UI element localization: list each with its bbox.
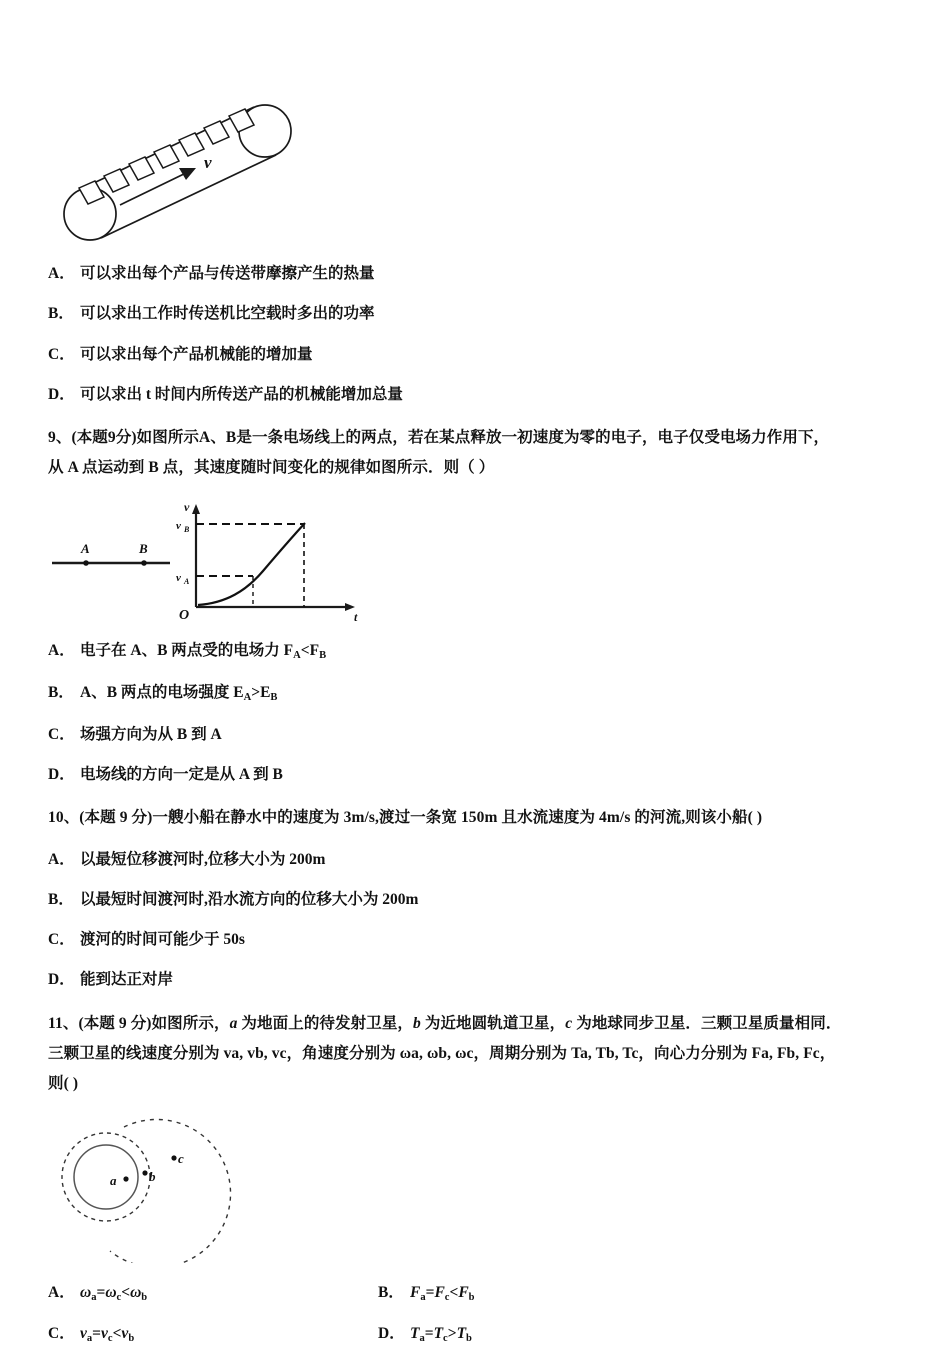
belt-velocity-label: v bbox=[204, 153, 212, 172]
option-label: B． bbox=[378, 1284, 404, 1302]
option-text: 可以求出工作时传送机比空载时多出的功率 bbox=[80, 305, 375, 323]
satellite-b-dot bbox=[142, 1171, 147, 1176]
option-label: C． bbox=[48, 931, 75, 949]
option-row[interactable] bbox=[378, 1281, 910, 1306]
option-subscript: B bbox=[319, 650, 327, 662]
vt-tick-va-sub: A bbox=[184, 577, 190, 587]
option-row[interactable] bbox=[48, 723, 910, 746]
efield-and-vt-graph-figure bbox=[48, 497, 910, 625]
field-line-group bbox=[52, 541, 170, 566]
vt-x-axis-label: t bbox=[354, 610, 358, 625]
option-row[interactable] bbox=[48, 262, 910, 285]
question-10-options bbox=[48, 848, 910, 992]
option-text: 电子在 A、B 两点受的电场力 $F_A<F_B$ bbox=[80, 642, 327, 662]
option-row[interactable] bbox=[48, 1322, 378, 1347]
option-label: A． bbox=[48, 850, 75, 868]
option-row[interactable] bbox=[378, 1322, 910, 1347]
earth-circle bbox=[74, 1145, 138, 1209]
satellite-c-label: c bbox=[178, 1151, 184, 1167]
belt-box bbox=[179, 133, 204, 156]
vt-y-axis-label: v bbox=[184, 500, 190, 515]
option-text: 渡河的时间可能少于 50s bbox=[80, 931, 245, 949]
option-label: D． bbox=[378, 1325, 405, 1343]
vt-y-arrowhead bbox=[192, 504, 200, 514]
option-label: A． bbox=[48, 642, 75, 660]
option-row[interactable] bbox=[48, 639, 910, 664]
option-row[interactable] bbox=[48, 928, 910, 951]
question-9-options bbox=[48, 639, 910, 786]
belt-box bbox=[104, 169, 129, 192]
question-8-options bbox=[48, 262, 910, 406]
option-text: 可以求出每个产品机械能的增加量 bbox=[80, 345, 313, 363]
option-row[interactable] bbox=[48, 888, 910, 911]
option-row[interactable] bbox=[48, 763, 910, 786]
option-label: C． bbox=[48, 725, 75, 743]
satellite-a-dot bbox=[123, 1177, 128, 1182]
vt-tick-vb-sub: B bbox=[184, 525, 190, 535]
option-row[interactable] bbox=[48, 1281, 378, 1306]
option-text: $F_a=F_c<F_b$ bbox=[410, 1284, 475, 1304]
question-11-options bbox=[48, 1281, 910, 1347]
option-row[interactable] bbox=[48, 302, 910, 325]
option-label: D． bbox=[48, 385, 75, 403]
conveyor-belt-svg bbox=[48, 88, 348, 256]
vt-curve bbox=[198, 523, 305, 605]
option-row[interactable] bbox=[48, 848, 910, 871]
option-label: A． bbox=[48, 1284, 75, 1302]
point-a-label: A bbox=[81, 541, 90, 557]
satellite-orbit-svg bbox=[48, 1111, 238, 1263]
option-row[interactable] bbox=[48, 383, 910, 406]
efield-graph-svg bbox=[48, 497, 378, 625]
option-row[interactable] bbox=[48, 681, 910, 706]
belt-velocity-arrow bbox=[120, 168, 196, 205]
option-text: A、B 两点的电场强度 $E_A>E_B$ bbox=[80, 684, 278, 704]
satellite-b-label: b bbox=[149, 1169, 156, 1185]
question-11-line-1: 11、(本题 9 分)如图所示，a 为地面上的待发射卫星，b 为近地圆轨道卫星，c 为地球同步卫星．三颗卫星质量相同． bbox=[48, 1014, 842, 1032]
option-row[interactable] bbox=[48, 343, 910, 366]
point-a-dot bbox=[83, 561, 89, 567]
belt-box bbox=[229, 109, 254, 132]
option-label: A． bbox=[48, 265, 75, 282]
option-subscript: A bbox=[243, 692, 252, 704]
option-text: 电场线的方向一定是从 A 到 B bbox=[80, 766, 283, 784]
question-11-line-2: 三颗卫星的线速度分别为 va, vb, vc，角速度分别为 ωa, ωb, ωc，周期分别为 Ta, Tb, Tc，向心力分别为 Fa, Fb, Fc， bbox=[48, 1044, 836, 1062]
option-label: C． bbox=[48, 345, 75, 363]
satellite-a-label: a bbox=[110, 1173, 117, 1189]
conveyor-belt-figure bbox=[48, 88, 910, 256]
question-9-line-2: 从 A 点运动到 B 点，其速度随时间变化的规律如图所示．则（ ） bbox=[48, 459, 495, 477]
point-b-dot bbox=[141, 561, 147, 567]
belt-box bbox=[79, 181, 104, 204]
option-label: D． bbox=[48, 766, 75, 784]
option-label: B． bbox=[48, 890, 74, 908]
question-9-stem bbox=[48, 423, 910, 483]
option-label: D． bbox=[48, 971, 75, 989]
belt-box bbox=[129, 157, 154, 180]
option-text: 能到达正对岸 bbox=[80, 971, 174, 989]
orbit-c-dashed-arc bbox=[110, 1120, 231, 1264]
option-text: 可以求出每个产品与传送带摩擦产生的热量 bbox=[80, 265, 375, 282]
belt-box-group bbox=[79, 109, 254, 204]
belt-box bbox=[204, 121, 229, 144]
option-subscript: A bbox=[293, 650, 301, 662]
question-9-line-1: 9、(本题9分)如图所示A、B是一条电场线上的两点，若在某点释放一初速度为零的电子，电子仅受电场力作用下， bbox=[48, 429, 830, 446]
point-b-label: B bbox=[139, 541, 148, 557]
vt-tick-va: v bbox=[176, 572, 181, 585]
option-row[interactable] bbox=[48, 968, 910, 991]
option-text: 场强方向为从 B 到 A bbox=[80, 725, 222, 743]
vt-graph-group bbox=[176, 500, 358, 624]
option-label: C． bbox=[48, 1325, 75, 1343]
satellite-orbit-figure bbox=[48, 1111, 910, 1263]
option-label: B． bbox=[48, 305, 74, 323]
option-label: B． bbox=[48, 684, 74, 702]
orbit-b-dashed-circle bbox=[62, 1133, 150, 1221]
satellite-c-dot bbox=[171, 1156, 176, 1161]
page-content bbox=[48, 88, 910, 1347]
question-11-stem bbox=[48, 1009, 910, 1100]
question-10-line-1: 10、(本题 9 分)一艘小船在静水中的速度为 3m/s,渡过一条宽 150m 且水流速度为 4m/s 的河流,则该小船( ) bbox=[48, 809, 763, 827]
option-text: 以最短位移渡河时,位移大小为 200m bbox=[80, 850, 326, 868]
vt-tick-vb: v bbox=[176, 520, 181, 533]
belt-box bbox=[154, 145, 179, 168]
question-11-line-3: 则( ) bbox=[48, 1075, 79, 1093]
option-subscript: B bbox=[270, 692, 278, 704]
option-text: 以最短时间渡河时,沿水流方向的位移大小为 200m bbox=[80, 890, 419, 908]
option-text: $\omega_a=\omega_c<\omega_b$ bbox=[80, 1284, 148, 1304]
vt-origin-label: O bbox=[179, 608, 190, 624]
option-text: $T_a=T_c>T_b$ bbox=[410, 1325, 472, 1344]
option-text: $v_a=v_c<v_b$ bbox=[80, 1325, 135, 1344]
question-10-stem bbox=[48, 803, 910, 833]
option-text: 可以求出 t 时间内所传送产品的机械能增加总量 bbox=[80, 385, 403, 403]
